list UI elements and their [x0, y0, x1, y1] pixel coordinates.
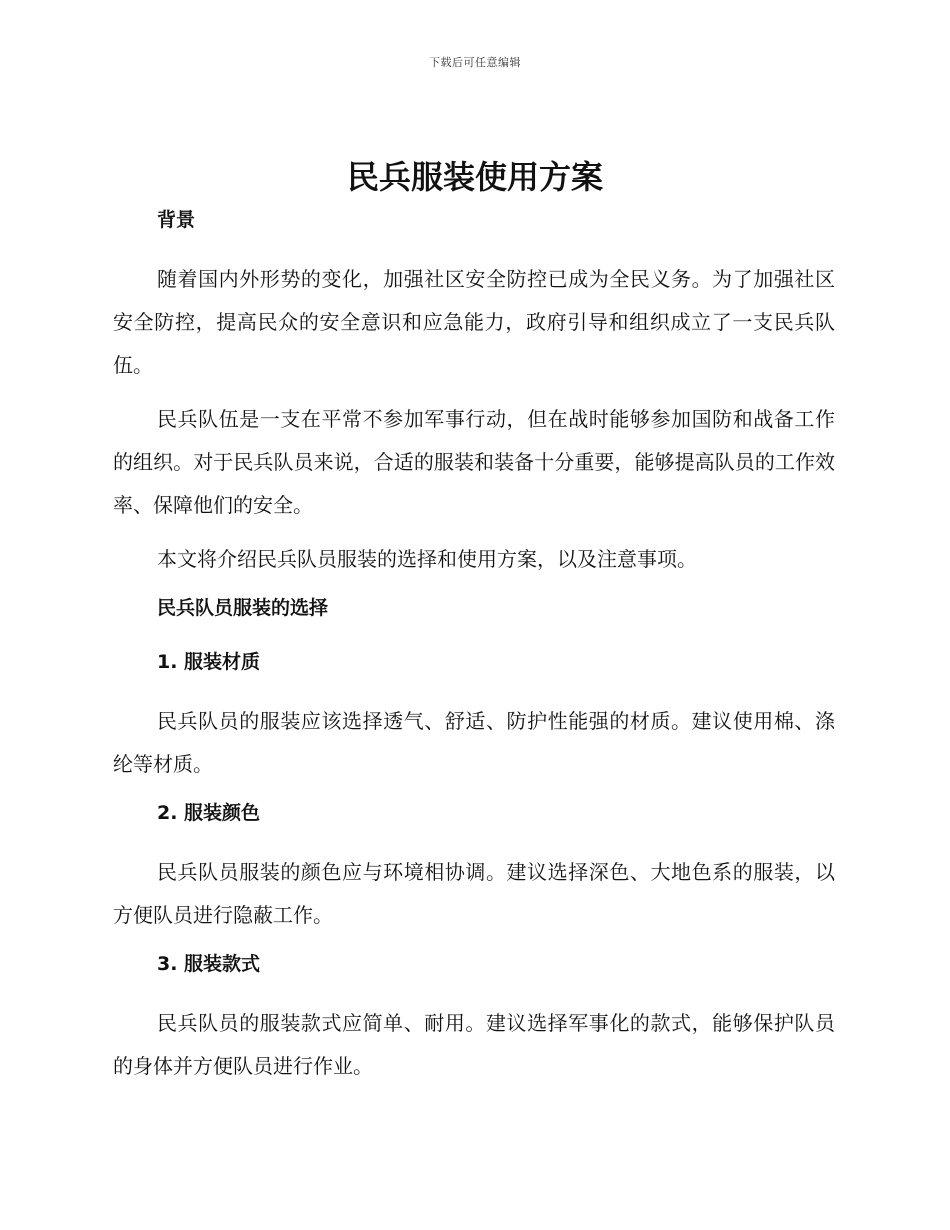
- document-body: [113, 204, 835, 1099]
- paragraph-color: 民兵队员服装的颜色应与环境相协调。建议选择深色、大地色系的服装，以方便队员进行隐蔽工作。: [113, 860, 835, 927]
- paragraph-background-3: 本文将介绍民兵队员服装的选择和使用方案，以及注意事项。: [157, 547, 697, 571]
- subheading-color: 2. 服装颜色: [157, 802, 261, 824]
- section-heading-selection: 民兵队员服装的选择: [157, 597, 329, 619]
- section-heading-background: 背景: [157, 209, 196, 231]
- page-header-note: 下载后可任意编辑: [429, 56, 521, 69]
- subheading-style: 3. 服装款式: [157, 953, 261, 975]
- paragraph-material: 民兵队员的服装应该选择透气、舒适、防护性能强的材质。建议使用棉、涤纶等材质。: [113, 709, 835, 776]
- paragraph-background-1: 随着国内外形势的变化，加强社区安全防控已成为全民义务。为了加强社区安全防控，提高民众的安全意识和应急能力，政府引导和组织成立了一支民兵队伍。: [113, 267, 835, 377]
- paragraph-style: 民兵队员的服装款式应简单、耐用。建议选择军事化的款式，能够保护队员的身体并方便队员进行作业。: [113, 1011, 835, 1078]
- subheading-material: 1. 服装材质: [157, 651, 261, 673]
- document-title: 民兵服装使用方案: [346, 158, 603, 196]
- paragraph-background-2: 民兵队伍是一支在平常不参加军事行动，但在战时能够参加国防和战备工作的组织。对于民兵队员来说，合适的服装和装备十分重要，能够提高队员的工作效率、保障他们的安全。: [113, 407, 835, 517]
